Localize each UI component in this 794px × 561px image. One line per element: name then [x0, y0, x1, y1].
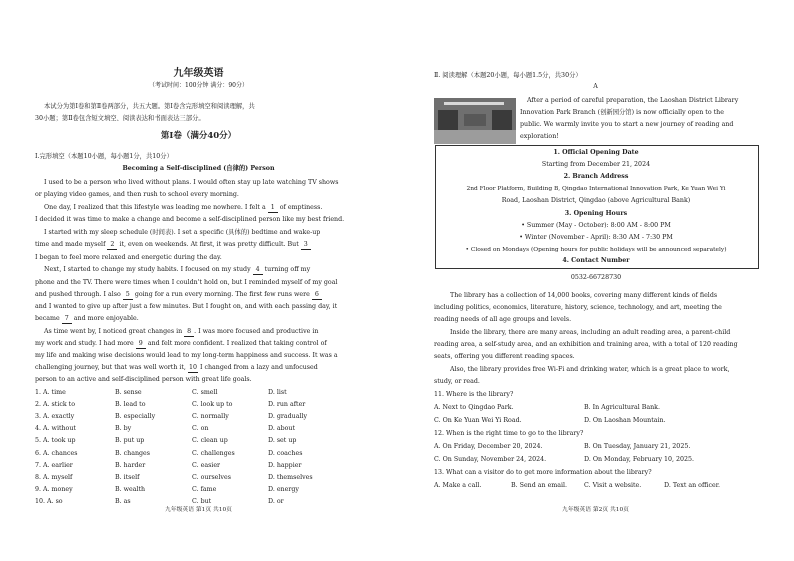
intro-line: exploration! — [520, 133, 559, 140]
box-heading-hours: 3. Opening Hours — [564, 210, 628, 217]
box-line: • Closed on Mondays (Opening hours for public holidays will be announced separately) — [465, 247, 727, 253]
cloze-option[interactable]: D. run after — [268, 401, 306, 409]
blank-9[interactable]: 9 — [136, 340, 146, 349]
question-12: 12. When is the right time to go to the library? — [434, 430, 584, 437]
passage-line: or playing video games, and then rush to school every morning. — [35, 191, 239, 198]
cloze-option[interactable]: C. clean up — [192, 437, 228, 445]
passage-line: time and made myself 2 it, even on weekends. At first, it was pretty difficult. But 3 — [35, 241, 311, 250]
page-footer-right: 九年级英语 第2页 共10页 — [562, 507, 629, 513]
box-line: Road, Laoshan District, Qingdao (above Agricultural Bank) — [501, 197, 691, 204]
cloze-option[interactable]: 2. A. stick to — [35, 401, 76, 409]
passage-line: phone and the TV. There were times when I couldn't hold on, but I reminded myself of my goal — [35, 279, 338, 286]
box-heading-contact: 4. Contact Number — [562, 257, 630, 264]
passage-line: person to an active and self-disciplined person with great life goals. — [35, 376, 252, 383]
cloze-option[interactable]: C. on — [192, 425, 209, 433]
passage-line: I decided it was time to make a change and become a self-disciplined person like my best friend. — [35, 216, 345, 223]
cloze-option[interactable]: D. themselves — [268, 473, 313, 481]
blank-7[interactable]: 7 — [62, 315, 72, 324]
box-heading-opening-date: 1. Official Opening Date — [553, 149, 639, 156]
body-line: reading area, a self-study area, and an exhibition and training area, with a total of 120 reading — [434, 341, 738, 348]
exam-info: （考试时间：100分钟 满分：90分） — [149, 82, 248, 89]
blank-1[interactable]: 1 — [268, 204, 278, 213]
cloze-option[interactable]: C. look up to — [192, 401, 233, 409]
cloze-option[interactable]: 3. A. exactly — [35, 413, 75, 421]
cloze-option[interactable]: 8. A. myself — [35, 473, 73, 481]
cloze-option[interactable]: D. coaches — [268, 449, 303, 457]
option-11d[interactable]: D. On Laoshan Mountain. — [584, 417, 666, 424]
cloze-option[interactable]: B. put up — [115, 437, 145, 445]
cloze-option[interactable]: B. changes — [115, 449, 151, 457]
box-line: 2nd Floor Platform, Building B, Qingdao International Innovation Park, Ke Yuan Wei Yi — [466, 186, 726, 192]
body-line: seats, offering you different reading spaces. — [434, 353, 575, 360]
blank-6[interactable]: 6 — [312, 291, 322, 300]
cloze-option[interactable]: 9. A. money — [35, 485, 73, 493]
option-12d[interactable]: D. On Monday, February 10, 2025. — [584, 456, 695, 463]
cloze-option[interactable]: B. especially — [115, 413, 156, 421]
option-13c[interactable]: C. Visit a website. — [584, 482, 642, 489]
passage-title: Becoming a Self-disciplined (自律的) Person — [122, 165, 275, 172]
cloze-option[interactable]: 7. A. earlier — [35, 461, 73, 469]
passage-line: my work and study. I had more 9 and felt more confident. I realized that taking control of — [35, 340, 327, 347]
cloze-option[interactable]: C. but — [192, 497, 212, 505]
cloze-option[interactable]: 4. A. without — [35, 425, 76, 433]
intro-line: After a period of careful preparation, the Laoshan District Library — [527, 97, 739, 104]
passage-line: One day, I realized that this lifestyle was leading me nowhere. I felt a 1 of emptiness. — [44, 204, 323, 211]
blank-10[interactable]: 10 — [188, 364, 197, 371]
option-12c[interactable]: C. On Sunday, November 24, 2024. — [434, 456, 547, 463]
blank-3[interactable]: 3 — [301, 241, 311, 250]
box-heading-address: 2. Branch Address — [563, 173, 629, 180]
cloze-option[interactable]: C. challenges — [192, 449, 235, 457]
option-13a[interactable]: A. Make a call. — [434, 482, 482, 489]
cloze-option[interactable]: B. by — [115, 425, 132, 433]
body-line: The library has a collection of 14,000 books, covering many different kinds of fields — [450, 292, 718, 299]
intro-line: Innovation Park Branch (创新园分馆) is now officially open to the — [520, 109, 724, 116]
body-line: reading needs of all age groups and levels. — [434, 316, 572, 323]
volume-title: 第Ⅰ卷（满分40分） — [160, 131, 237, 141]
passage-line: and I wanted to give up after just a few minutes. But I fought on, and with each passing day, it — [35, 303, 338, 310]
passage-line: I began to feel more relaxed and energetic during the day. — [35, 254, 222, 261]
cloze-option[interactable]: D. about — [268, 425, 295, 433]
part-label: A — [593, 83, 598, 90]
passage-line: and pushed through. I also 5 going for a run every morning. The first few runs were 6 — [35, 291, 322, 300]
option-12b[interactable]: B. On Tuesday, January 21, 2025. — [584, 443, 691, 450]
body-line: Also, the library provides free Wi-Fi and drinking water, which is a great place to work, — [450, 366, 730, 373]
cloze-option[interactable]: 5. A. took up — [35, 437, 76, 445]
box-line: • Winter (November - April): 8:30 AM - 7:30 PM — [519, 234, 673, 241]
cloze-option[interactable]: C. ourselves — [192, 473, 231, 481]
cloze-option[interactable]: B. harder — [115, 461, 146, 469]
intro-line-2: 30小题；第Ⅱ卷包含短文填空、阅读表达和书面表达三部分。 — [35, 115, 205, 122]
body-line: Inside the library, there are many areas, including an adult reading area, a parent-child — [450, 329, 731, 336]
intro-line-1: 本试分为第Ⅰ卷和第Ⅱ卷两部分，共五大题。第Ⅰ卷含完形填空和阅读理解，共 — [44, 103, 255, 110]
section-1-heading: Ⅰ.完形填空（本题10小题，每小题1分，共10分） — [35, 153, 173, 160]
library-photo — [434, 98, 516, 144]
option-13d[interactable]: D. Text an officer. — [664, 482, 721, 489]
option-11a[interactable]: A. Next to Qingdao Park. — [434, 404, 514, 411]
option-12a[interactable]: A. On Friday, December 20, 2024. — [434, 443, 543, 450]
contact-number: 0532-66728730 — [570, 274, 622, 281]
option-11c[interactable]: C. On Ke Yuan Wei Yi Road. — [434, 417, 522, 424]
cloze-option[interactable]: D. gradually — [268, 413, 308, 421]
blank-4[interactable]: 4 — [253, 266, 263, 275]
right-page — [397, 0, 794, 561]
body-line: including politics, economics, literature, history, science, technology, and art, meeting the — [434, 304, 722, 311]
cloze-option[interactable]: D. or — [268, 497, 284, 505]
passage-line: Next, I started to change my study habits. I focused on my study 4 turning off my — [44, 266, 311, 273]
cloze-option[interactable]: 10. A. so — [35, 497, 63, 505]
cloze-option[interactable]: C. normally — [192, 413, 229, 421]
cloze-option[interactable]: 1. A. time — [35, 389, 66, 396]
passage-line: my life and making wise decisions would lead to my long-term happiness and success. It was a — [35, 352, 338, 359]
passage-line: became 7 and more enjoyable. — [35, 315, 139, 322]
body-line: study, or read. — [434, 378, 480, 385]
cloze-option[interactable]: C. fame — [192, 485, 217, 493]
cloze-option[interactable]: 6. A. chances — [35, 449, 78, 457]
cloze-option[interactable]: B. itself — [115, 473, 140, 481]
passage-line: I used to be a person who lived without plans. I would often stay up late watching TV shows — [44, 179, 339, 186]
page-footer-left: 九年级英语 第1页 共10页 — [165, 507, 232, 513]
box-line: • Summer (May - October): 8:00 AM - 8:00 PM — [521, 222, 671, 229]
cloze-option[interactable]: D. happier — [268, 461, 302, 469]
section-2-heading: Ⅱ. 阅读理解（本题20小题，每小题1.5分，共30分） — [434, 72, 582, 79]
passage-line: I started with my sleep schedule (时间表). I set a specific (具体的) bedtime and wake-up — [44, 229, 321, 236]
cloze-option[interactable]: D. energy — [268, 485, 299, 493]
blank-8[interactable]: 8 — [184, 328, 194, 337]
cloze-option[interactable]: C. smell — [192, 389, 218, 396]
box-line: Starting from December 21, 2024 — [541, 161, 651, 168]
intro-line: public. We warmly invite you to start a new journey of reading and — [520, 121, 734, 128]
cloze-option[interactable]: D. set up — [268, 437, 297, 445]
blank-2[interactable]: 2 — [107, 241, 117, 250]
question-11: 11. Where is the library? — [434, 391, 514, 398]
question-13: 13. What can a visitor do to get more information about the library? — [434, 469, 652, 476]
cloze-option[interactable]: B. sense — [115, 389, 142, 396]
cloze-option[interactable]: C. easier — [192, 461, 221, 469]
cloze-option[interactable]: B. as — [115, 497, 131, 505]
cloze-option[interactable]: D. list — [268, 389, 287, 396]
passage-line: As time went by, I noticed great changes in 8 . I was more focused and productive in — [44, 328, 319, 335]
blank-5[interactable]: 5 — [123, 291, 133, 300]
option-11b[interactable]: B. In Agricultural Bank. — [584, 404, 660, 411]
option-13b[interactable]: B. Send an email. — [511, 482, 568, 489]
exam-title: 九年级英语 — [173, 68, 224, 79]
cloze-option[interactable]: B. wealth — [115, 485, 146, 493]
passage-line: challenging journey, but that was well worth it, 10 I changed from a lazy and unfocused — [35, 364, 318, 371]
cloze-option[interactable]: B. lead to — [115, 401, 146, 409]
